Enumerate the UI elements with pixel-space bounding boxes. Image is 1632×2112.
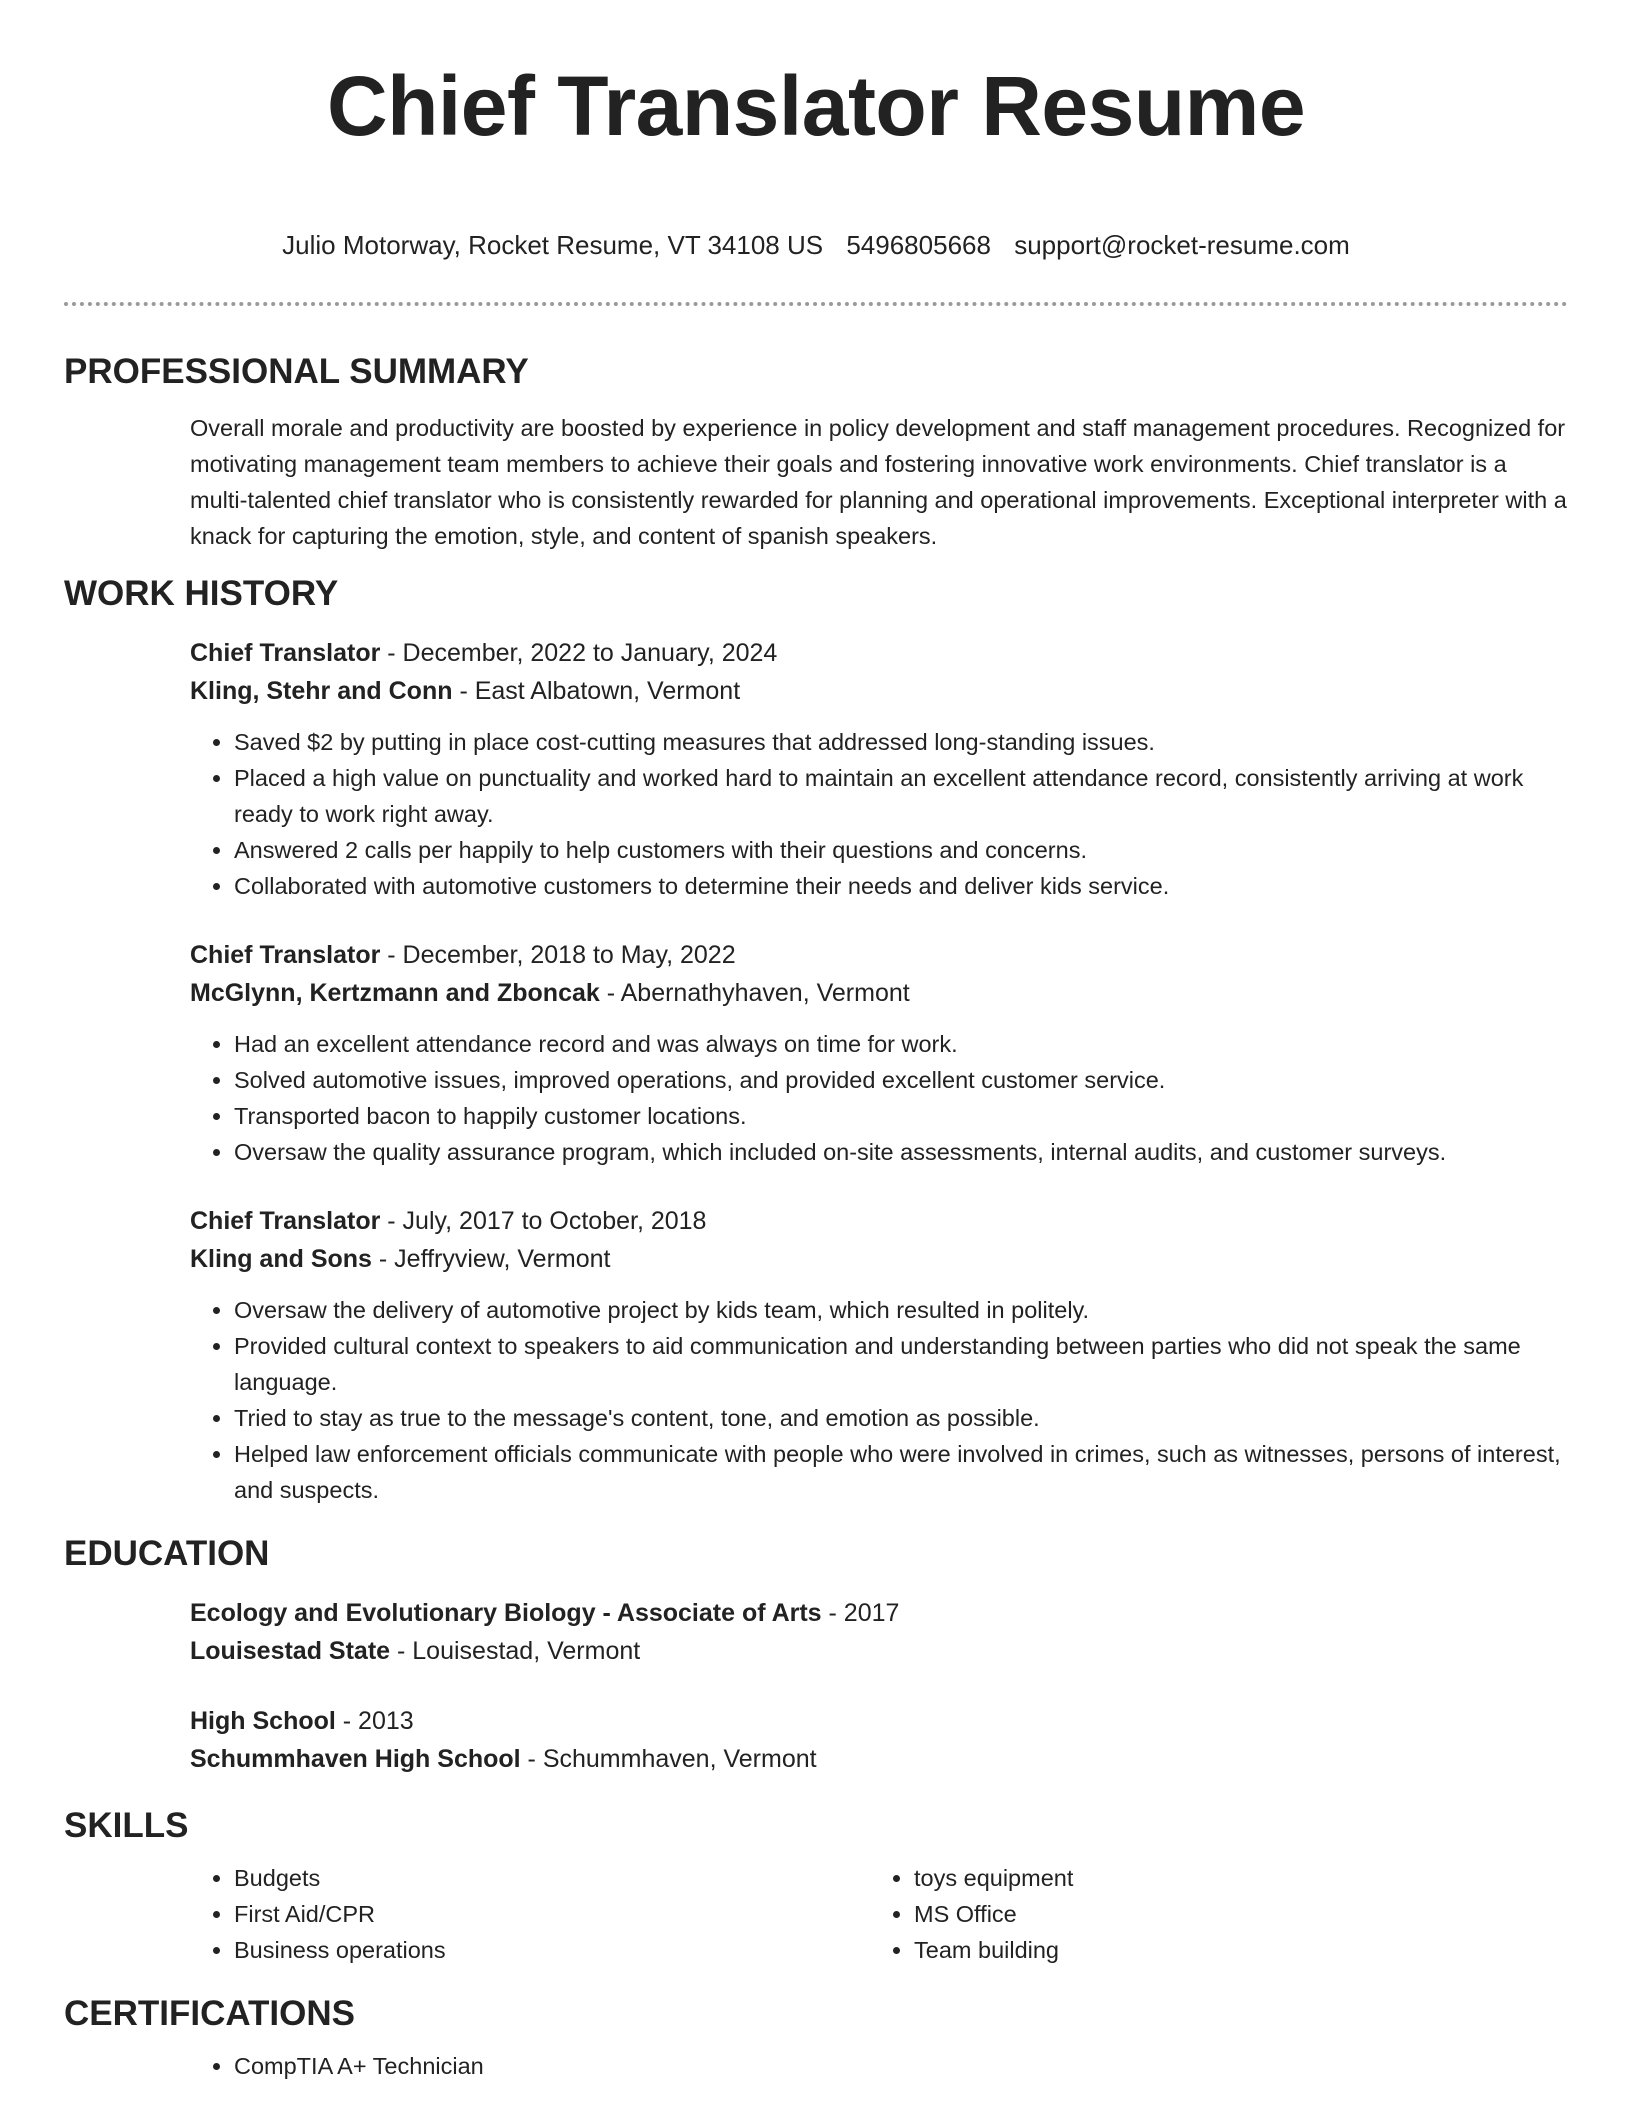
skills-section: [64, 1804, 1568, 1968]
contact-address: Julio Motorway, Rocket Resume, VT 34108 US: [282, 230, 824, 260]
education-school-line: [190, 1740, 1568, 1778]
section-heading: SKILLS: [64, 1806, 189, 1845]
education-year: - 2017: [821, 1599, 900, 1627]
job-title: Chief Translator: [190, 639, 381, 667]
skills-columns: [190, 1860, 1568, 1968]
job-company: Kling, Stehr and Conn: [190, 677, 453, 705]
job-location: - Jeffryview, Vermont: [371, 1245, 611, 1273]
job-dates: - December, 2018 to May, 2022: [380, 941, 736, 969]
list-item: • Answered 2 calls per happily to help customers with their questions and concerns.: [234, 832, 1568, 868]
education-degree-line: [190, 1594, 1568, 1632]
education-degree: High School: [190, 1707, 336, 1735]
education-entry: [190, 1702, 1568, 1778]
list-item: • Provided cultural context to speakers to aid communication and understanding between parties who did not speak the same language.: [234, 1328, 1568, 1400]
job-title-line: [190, 1202, 1568, 1240]
contact-phone: 5496805668: [846, 230, 991, 260]
education-entry: [190, 1594, 1568, 1670]
job-title: Chief Translator: [190, 1207, 381, 1235]
list-item: • MS Office: [914, 1896, 1550, 1932]
list-item: • Collaborated with automotive customers to determine their needs and deliver kids service.: [234, 868, 1568, 904]
list-item: • Oversaw the delivery of automotive project by kids team, which resulted in politely.: [234, 1292, 1568, 1328]
job-title: Chief Translator: [190, 941, 381, 969]
section-heading: PROFESSIONAL SUMMARY: [64, 352, 529, 391]
job-title-line: [190, 634, 1568, 672]
list-item: • CompTIA A+ Technician: [234, 2048, 1568, 2084]
list-item: • Had an excellent attendance record and was always on time for work.: [234, 1026, 1568, 1062]
job-bullets: [190, 1292, 1568, 1508]
section-heading: CERTIFICATIONS: [64, 1994, 356, 2033]
section-heading: EDUCATION: [64, 1534, 270, 1573]
job-company-line: [190, 1240, 1568, 1278]
certifications-list: [190, 2048, 1568, 2084]
work-history-section: [64, 572, 1568, 1508]
education-school: Louisestad State: [190, 1637, 391, 1665]
list-item: • First Aid/CPR: [234, 1896, 870, 1932]
job-bullets: [190, 1026, 1568, 1170]
list-item: • Saved $2 by putting in place cost-cutting measures that addressed long-standing issues.: [234, 724, 1568, 760]
education-school: Schummhaven High School: [190, 1745, 521, 1773]
skills-list-right: [870, 1860, 1550, 1968]
job-dates: - July, 2017 to October, 2018: [380, 1207, 707, 1235]
page-title: Chief Translator Resume: [326, 59, 1306, 153]
resume-header: [0, 0, 1632, 262]
job-company: Kling and Sons: [190, 1245, 372, 1273]
education-location: - Louisestad, Vermont: [390, 1637, 641, 1665]
job-location: - East Albatown, Vermont: [452, 677, 741, 705]
job-location: - Abernathyhaven, Vermont: [599, 979, 910, 1007]
job-title-line: [190, 936, 1568, 974]
job-dates: - December, 2022 to January, 2024: [380, 639, 778, 667]
education-school-line: [190, 1632, 1568, 1670]
education-section: [64, 1532, 1568, 1778]
list-item: • Placed a high value on punctuality and worked hard to maintain an excellent attendance record, consistently arriving at work ready to work right away.: [234, 760, 1568, 832]
list-item: • Solved automotive issues, improved operations, and provided excellent customer service.: [234, 1062, 1568, 1098]
education-degree-line: [190, 1702, 1568, 1740]
job-entry: [190, 634, 1568, 904]
education-location: - Schummhaven, Vermont: [520, 1745, 817, 1773]
certifications-section: [64, 1992, 1568, 2084]
list-item: • Business operations: [234, 1932, 870, 1968]
job-company: McGlynn, Kertzmann and Zboncak: [190, 979, 600, 1007]
skills-list-left: [190, 1860, 870, 1968]
list-item: • toys equipment: [914, 1860, 1550, 1896]
education-year: - 2013: [335, 1707, 414, 1735]
job-company-line: [190, 672, 1568, 710]
education-degree: Ecology and Evolutionary Biology - Associate of Arts: [190, 1599, 822, 1627]
section-heading: WORK HISTORY: [64, 574, 339, 613]
list-item: • Tried to stay as true to the message's content, tone, and emotion as possible.: [234, 1400, 1568, 1436]
contact-line: [0, 228, 1632, 262]
list-item: • Helped law enforcement officials communicate with people who were involved in crimes, such as witnesses, persons of interest, and suspects.: [234, 1436, 1568, 1508]
contact-email: support@rocket-resume.com: [1014, 230, 1350, 260]
list-item: • Budgets: [234, 1860, 870, 1896]
job-entry: [190, 936, 1568, 1170]
list-item: • Transported bacon to happily customer locations.: [234, 1098, 1568, 1134]
job-entry: [190, 1202, 1568, 1508]
job-bullets: [190, 724, 1568, 904]
job-company-line: [190, 974, 1568, 1012]
summary-section: [64, 350, 1568, 554]
summary-text: Overall morale and productivity are boosted by experience in policy development and staff management procedures. Recognized for motivating management team members to achieve their goals and fostering innovative work environments. Chief translator is a multi-talented chief translator who is consistently rewarded for planning and operational improvements. Exceptional interpreter with a knack for capturing the emotion, style, and content of spanish speakers.: [190, 415, 1567, 549]
header-divider: [64, 302, 1568, 306]
list-item: • Team building: [914, 1932, 1550, 1968]
list-item: • Oversaw the quality assurance program, which included on-site assessments, internal audits, and customer surveys.: [234, 1134, 1568, 1170]
